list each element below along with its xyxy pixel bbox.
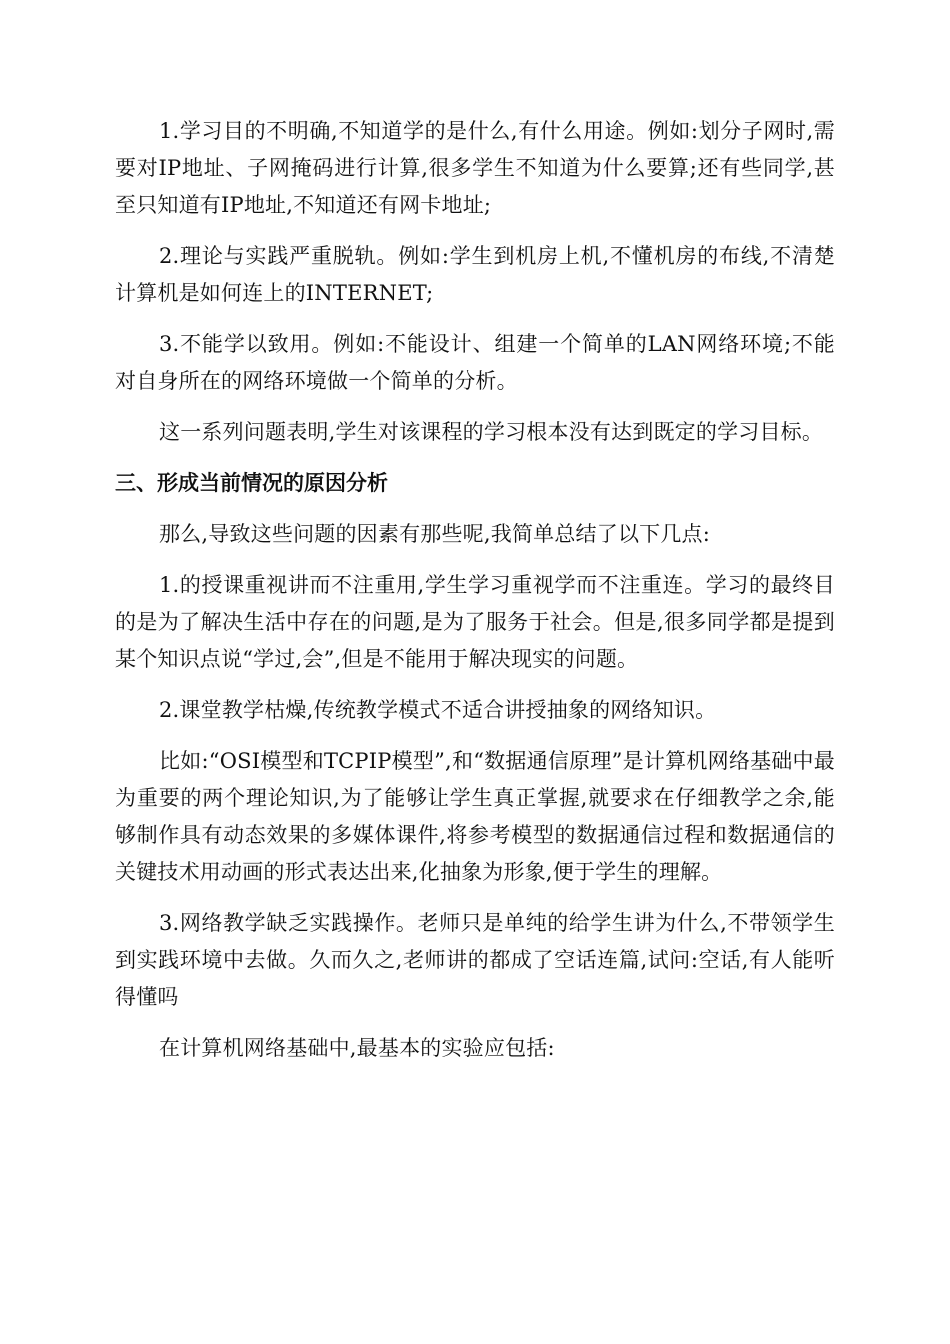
section-heading: 三、形成当前情况的原因分析 — [115, 471, 388, 495]
paragraph-cause-3: 3.网络教学缺乏实践操作。老师只是单纯的给学生讲为什么,不带领学生到实践环境中去做。久而久之,老师讲的都成了空话连篇,试问:空话,有人能听得懂吗 — [115, 911, 835, 1009]
paragraph-cause-1: 1.的授课重视讲而不注重用,学生学习重视学而不注重连。学习的最终目的是为了解决生活中存在的问题,是为了服务于社会。但是,很多同学都是提到某个知识点说“学过,会”,但是不能用于解决现实的问题。 — [115, 573, 835, 671]
paragraph-problem-1: 1.学习目的不明确,不知道学的是什么,有什么用途。例如:划分子网时,需要对IP地址、子网掩码进行计算,很多学生不知道为什么要算;还有些同学,甚至只知道有IP地址,不知道还有网卡地址; — [115, 119, 835, 217]
paragraph-example: 比如:“OSI模型和TCPIP模型”,和“数据通信原理”是计算机网络基础中最为重要的两个理论知识,为了能够让学生真正掌握,就要求在仔细教学之余,能够制作具有动态效果的多媒体课件,将参考模型的数据通信过程和数据通信的关键技术用动画的形式表达出来,化抽象为形象,便于学生的理解。 — [115, 749, 835, 884]
paragraph-intro: 那么,导致这些问题的因素有那些呢,我简单总结了以下几点: — [159, 522, 711, 546]
paragraph-problem-3: 3.不能学以致用。例如:不能设计、组建一个简单的LAN网络环境;不能对自身所在的网络环境做一个简单的分析。 — [115, 332, 835, 393]
document-body — [115, 113, 835, 1081]
paragraph-cause-2: 2.课堂教学枯燥,传统教学模式不适合讲授抽象的网络知识。 — [159, 698, 717, 722]
paragraph-summary: 这一系列问题表明,学生对该课程的学习根本没有达到既定的学习目标。 — [159, 420, 824, 444]
paragraph-problem-2: 2.理论与实践严重脱轨。例如:学生到机房上机,不懂机房的布线,不清楚计算机是如何连上的INTERNET; — [115, 244, 835, 305]
paragraph-experiments: 在计算机网络基础中,最基本的实验应包括: — [159, 1036, 555, 1060]
